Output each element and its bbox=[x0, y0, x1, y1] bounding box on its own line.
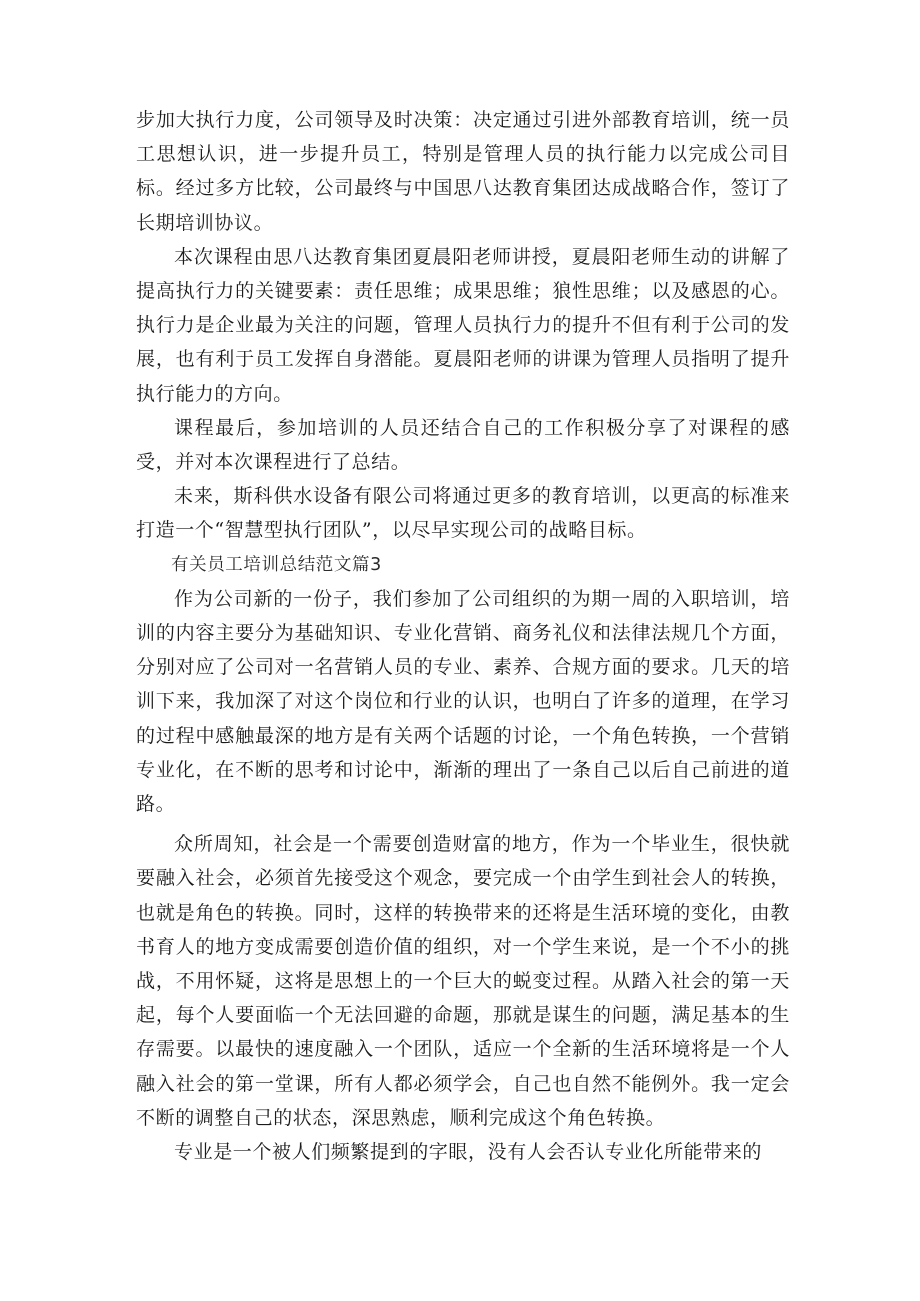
document-body bbox=[136, 103, 790, 1169]
paragraph-3: 课程最后，参加培训的人员还结合自己的工作积极分享了对课程的感受，并对本次课程进行了总结。 bbox=[136, 416, 790, 474]
section-paragraph-1: 作为公司新的一份子，我们参加了公司组织的为期一周的入职培训，培训的内容主要分为基础知识、专业化营销、商务礼仪和法律法规几个方面，分别对应了公司对一名营销人员的专业、素养、合规方面的要求。几天的培训下来，我加深了对这个岗位和行业的认识，也明白了许多的道理，在学习的过程中感触最深的地方是有关两个话题的讨论，一个角色转换，一个营销专业化，在不断的思考和讨论中，渐渐的理出了一条自己以后自己前进的道路。 bbox=[136, 587, 790, 816]
section-paragraph-2: 众所周知，社会是一个需要创造财富的地方，作为一个毕业生，很快就要融入社会，必须首先接受这个观念，要完成一个由学生到社会人的转换，也就是角色的转换。同时，这样的转换带来的还将是生活环境的变化，由教书育人的地方变成需要创造价值的组织，对一个学生来说，是一个不小的挑战，不用怀疑，这将是思想上的一个巨大的蜕变过程。从踏入社会的第一天起，每个人要面临一个无法回避的命题，那就是谋生的问题，满足基本的生存需要。以最快的速度融入一个团队，适应一个全新的生活环境将是一个人融入社会的第一堂课，所有人都必须学会，自己也自然不能例外。我一定会不断的调整自己的状态，深思熟虑，顺利完成这个角色转换。 bbox=[136, 833, 790, 1129]
paragraph-2: 本次课程由思八达教育集团夏晨阳老师讲授，夏晨阳老师生动的讲解了提高执行力的关键要素：责任思维；成果思维；狼性思维；以及感恩的心。执行力是企业最为关注的问题，管理人员执行力的提升不但有利于公司的发展，也有利于员工发挥自身潜能。夏晨阳老师的讲课为管理人员指明了提升执行能力的方向。 bbox=[136, 245, 790, 405]
paragraph-4: 未来，斯科供水设备有限公司将通过更多的教育培训，以更高的标准来打造一个“智慧型执行团队”，以尽早实现公司的战略目标。 bbox=[136, 485, 790, 542]
paragraph-1: 步加大执行力度，公司领导及时决策：决定通过引进外部教育培训，统一员工思想认识，进一步提升员工，特别是管理人员的执行能力以完成公司目标。经过多方比较，公司最终与中国思八达教育集团达成战略合作，签订了长期培训协议。 bbox=[136, 109, 790, 234]
section-paragraph-3: 专业是一个被人们频繁提到的字眼，没有人会否认专业化所能带来的 bbox=[174, 1141, 763, 1164]
section-heading: 有关员工培训总结范文篇3 bbox=[171, 554, 382, 575]
